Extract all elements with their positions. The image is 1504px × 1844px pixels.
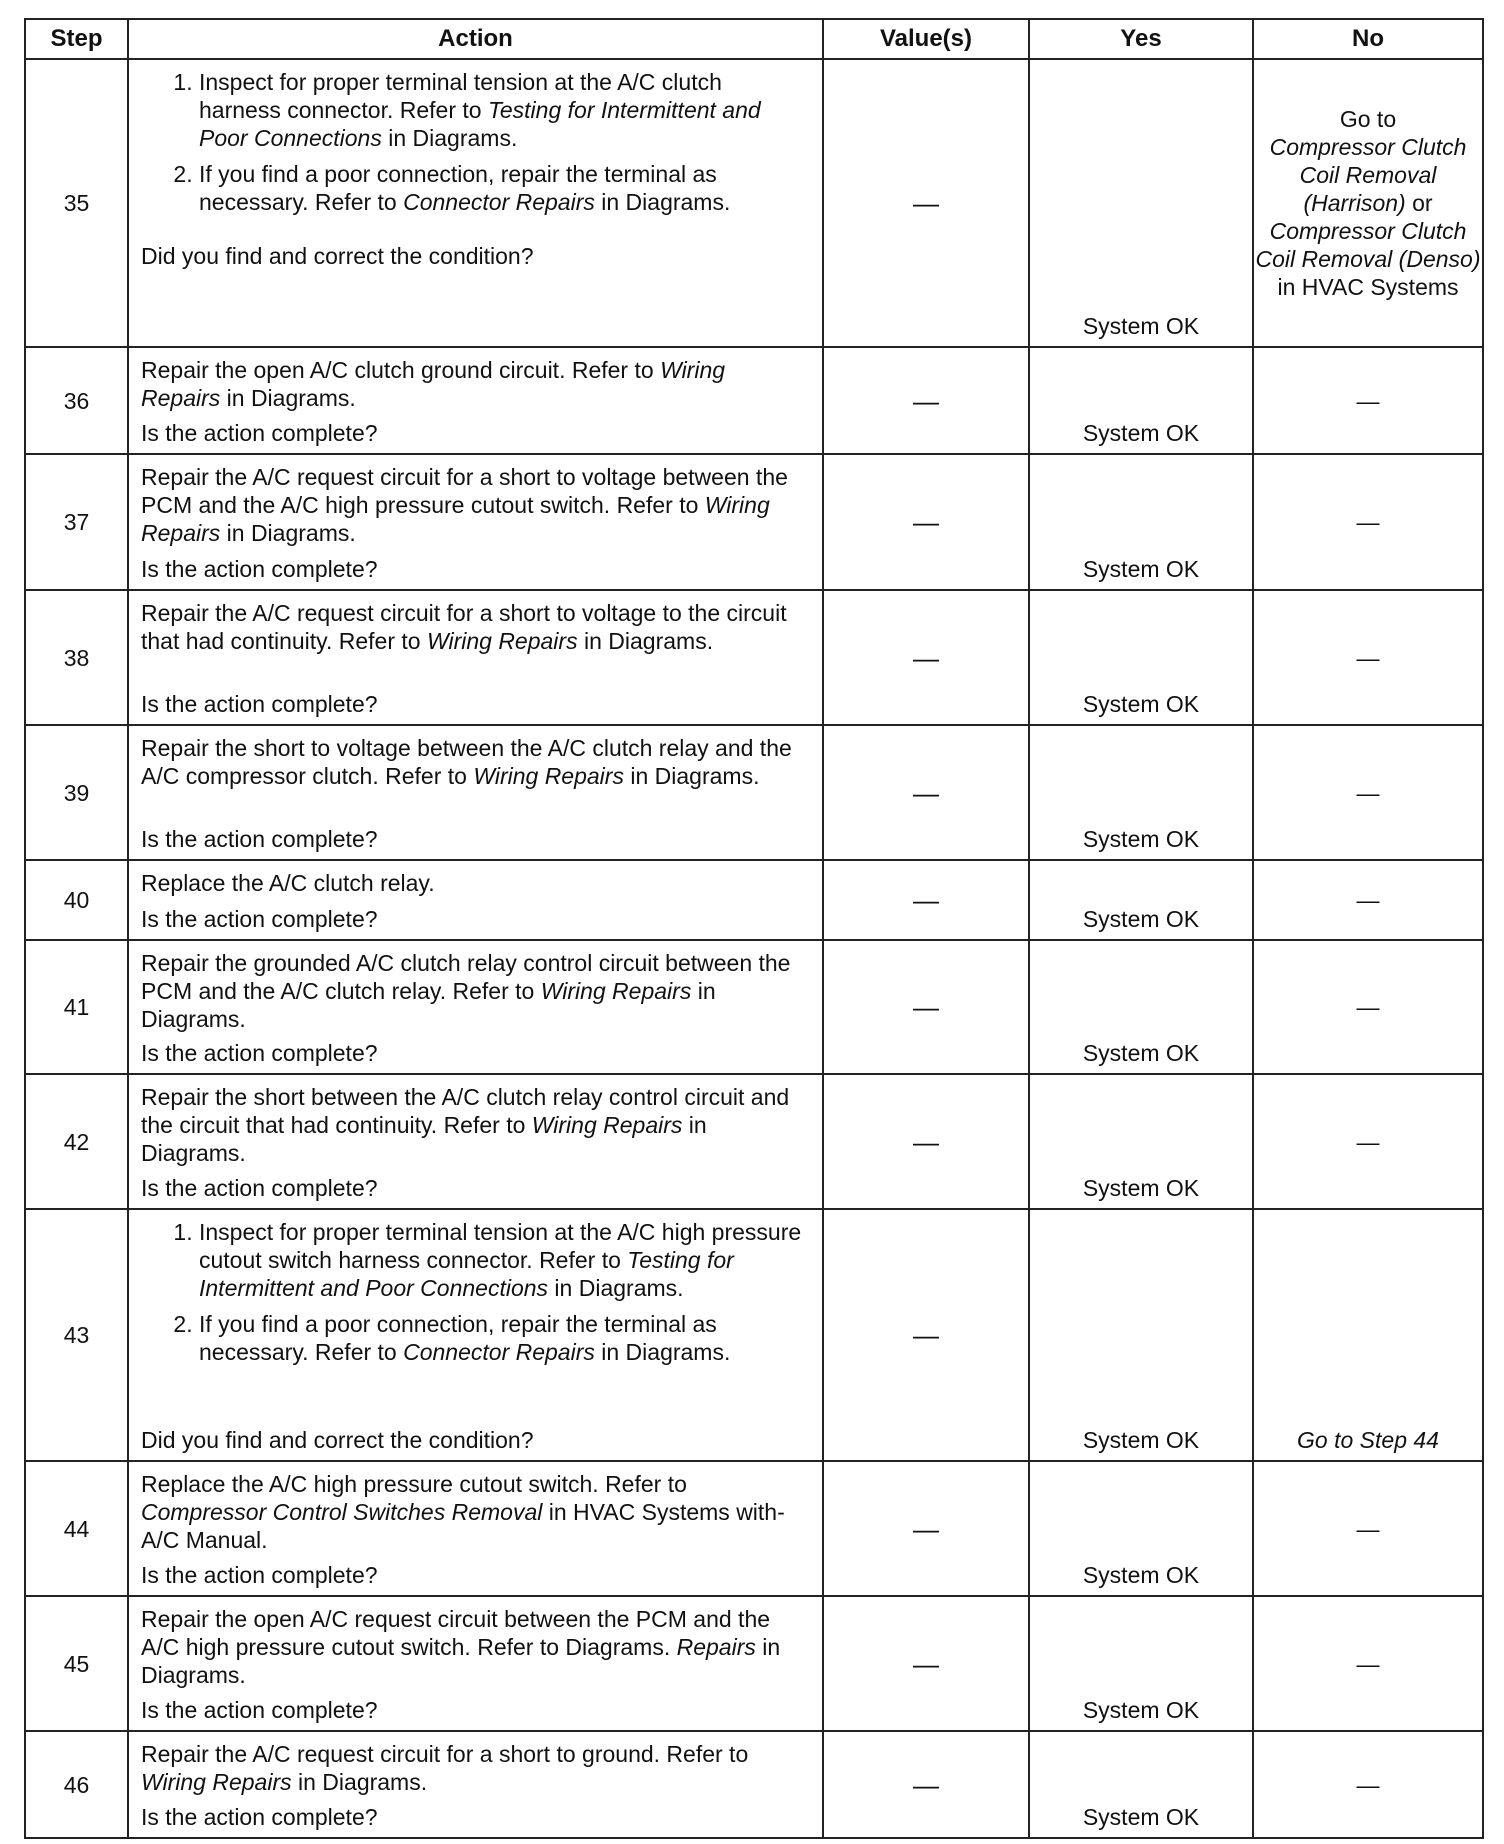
action-cell: Repair the short to voltage between the A/C clutch relay and the A/C compressor clutch. Refer to Wiring Repairs in Diagrams. Is the action complete? (128, 725, 823, 860)
no-cell: — (1253, 725, 1483, 860)
step-number: 35 (25, 59, 128, 347)
no-cell: — (1253, 940, 1483, 1074)
value-cell: — (823, 1461, 1029, 1596)
action-cell (128, 59, 823, 347)
action-list (141, 1218, 810, 1366)
table-row (25, 454, 1483, 590)
value-cell: — (823, 1074, 1029, 1209)
list-item: 2. If you find a poor connection, repair the terminal as necessary. Refer to Connector Repairs in Diagrams. (199, 1310, 810, 1366)
step-number: 38 (25, 590, 128, 725)
step-number: 39 (25, 725, 128, 860)
yes-cell: System OK (1029, 1731, 1253, 1838)
reference-link: Compressor Clutch Coil Removal (Denso) (1255, 218, 1481, 272)
question: Is the action complete? (141, 1697, 378, 1723)
yes-cell: System OK (1029, 860, 1253, 940)
step-number: 43 (25, 1209, 128, 1461)
table-row (25, 59, 1483, 347)
value-cell: — (823, 725, 1029, 860)
question: Did you find and correct the condition? (141, 243, 534, 269)
table-row (25, 860, 1483, 940)
list-item: 1. Inspect for proper terminal tension at the A/C clutch harness connector. Refer to Testing for Intermittent and Poor Connections in Diagrams. (199, 68, 810, 152)
table-row (25, 1209, 1483, 1461)
diagnostic-table (24, 18, 1484, 1839)
reference-link: Wiring Repairs (473, 763, 624, 789)
value-cell: — (823, 590, 1029, 725)
no-cell: — (1253, 1731, 1483, 1838)
question: Is the action complete? (141, 556, 378, 582)
question: Is the action complete? (141, 1804, 378, 1830)
question: Is the action complete? (141, 1175, 378, 1201)
yes-cell: System OK (1029, 1209, 1253, 1461)
header-row (25, 19, 1483, 59)
action-cell (128, 1209, 823, 1461)
step-number: 37 (25, 454, 128, 590)
no-cell: — (1253, 347, 1483, 454)
no-cell: Go to Step 44 (1253, 1209, 1483, 1461)
reference-link: Compressor Clutch Coil Removal (Harrison) (1269, 134, 1467, 216)
table-row (25, 1731, 1483, 1838)
no-cell: — (1253, 1461, 1483, 1596)
question: Is the action complete? (141, 1040, 378, 1066)
reference-link: Compressor Control Switches Removal (141, 1499, 543, 1525)
yes-cell: System OK (1029, 1461, 1253, 1596)
reference-link: Testing for Intermittent and Poor Connections (199, 97, 761, 151)
action-cell: Replace the A/C high pressure cutout switch. Refer to Compressor Control Switches Removal in HVAC Systems with-A/C Manual. Is the action complete? (128, 1461, 823, 1596)
step-number: 46 (25, 1731, 128, 1838)
header-yes: Yes (1029, 19, 1253, 59)
no-cell: — (1253, 860, 1483, 940)
value-cell: — (823, 454, 1029, 590)
action-cell: Repair the grounded A/C clutch relay control circuit between the PCM and the A/C clutch relay. Refer to Wiring Repairs in Diagrams. Is the action complete? (128, 940, 823, 1074)
step-number: 42 (25, 1074, 128, 1209)
value-cell: — (823, 1731, 1029, 1838)
header-step: Step (25, 19, 128, 59)
reference-link: Connector Repairs (403, 1339, 595, 1365)
reference-link: Wiring Repairs (426, 628, 578, 654)
yes-cell: System OK (1029, 347, 1253, 454)
reference-link: Wiring Repairs (531, 1112, 683, 1138)
no-cell: — (1253, 590, 1483, 725)
value-cell: — (823, 860, 1029, 940)
reference-link: Testing for Intermittent and Poor Connections (199, 1247, 734, 1301)
header-no: No (1253, 19, 1483, 59)
no-cell: — (1253, 454, 1483, 590)
question: Did you find and correct the condition? (141, 1427, 534, 1453)
step-number: 45 (25, 1596, 128, 1731)
yes-cell: System OK (1029, 940, 1253, 1074)
question: Is the action complete? (141, 1562, 378, 1588)
table-row (25, 940, 1483, 1074)
action-cell: Repair the A/C request circuit for a short to voltage to the circuit that had continuity. Refer to Wiring Repairs in Diagrams. Is the action complete? (128, 590, 823, 725)
action-cell: Replace the A/C clutch relay. Is the action complete? (128, 860, 823, 940)
action-cell: Repair the open A/C request circuit between the PCM and the A/C high pressure cutout switch. Refer to Diagrams. Repairs in Diagrams. Is the action complete? (128, 1596, 823, 1731)
no-cell: — (1253, 1596, 1483, 1731)
action-cell: Repair the A/C request circuit for a short to voltage between the PCM and the A/C high pressure cutout switch. Refer to Wiring Repairs in Diagrams. Is the action complete? (128, 454, 823, 590)
action-cell: Repair the A/C request circuit for a short to ground. Refer to Wiring Repairs in Diagrams. Is the action complete? (128, 1731, 823, 1838)
question: Is the action complete? (141, 691, 378, 717)
question: Is the action complete? (141, 826, 378, 852)
value-cell: — (823, 347, 1029, 454)
yes-cell: System OK (1029, 590, 1253, 725)
yes-cell: System OK (1029, 454, 1253, 590)
action-list (141, 68, 810, 216)
step-number: 44 (25, 1461, 128, 1596)
question: Is the action complete? (141, 906, 378, 932)
table-row (25, 347, 1483, 454)
table-row (25, 1074, 1483, 1209)
reference-link: Wiring Repairs (141, 492, 770, 546)
header-action: Action (128, 19, 823, 59)
step-number: 41 (25, 940, 128, 1074)
value-cell: — (823, 1596, 1029, 1731)
header-values: Value(s) (823, 19, 1029, 59)
action-cell: Repair the open A/C clutch ground circuit. Refer to Wiring Repairs in Diagrams. Is the action complete? (128, 347, 823, 454)
step-number: 40 (25, 860, 128, 940)
action-cell: Repair the short between the A/C clutch relay control circuit and the circuit that had continuity. Refer to Wiring Repairs in Diagrams. Is the action complete? (128, 1074, 823, 1209)
table-row (25, 1596, 1483, 1731)
list-item: 1. Inspect for proper terminal tension at the A/C high pressure cutout switch harness connector. Refer to Testing for Intermittent and Poor Connections in Diagrams. (199, 1218, 810, 1302)
yes-cell: System OK (1029, 59, 1253, 347)
reference-link: Wiring Repairs (141, 1769, 292, 1795)
yes-cell: System OK (1029, 725, 1253, 860)
table-row (25, 725, 1483, 860)
no-cell: Go to Compressor Clutch Coil Removal (Harrison) or Compressor Clutch Coil Removal (Denso) in HVAC Systems (1253, 59, 1483, 347)
question: Is the action complete? (141, 420, 378, 446)
value-cell: — (823, 59, 1029, 347)
list-item: 2. If you find a poor connection, repair the terminal as necessary. Refer to Connector Repairs in Diagrams. (199, 160, 810, 216)
reference-link: Wiring Repairs (141, 357, 726, 411)
reference-link: Wiring Repairs (540, 978, 692, 1004)
table-row (25, 590, 1483, 725)
no-cell: — (1253, 1074, 1483, 1209)
step-number: 36 (25, 347, 128, 454)
reference-link: Connector Repairs (403, 189, 595, 215)
yes-cell: System OK (1029, 1074, 1253, 1209)
table-row (25, 1461, 1483, 1596)
value-cell: — (823, 1209, 1029, 1461)
reference-link: Repairs (676, 1634, 756, 1660)
value-cell: — (823, 940, 1029, 1074)
yes-cell: System OK (1029, 1596, 1253, 1731)
